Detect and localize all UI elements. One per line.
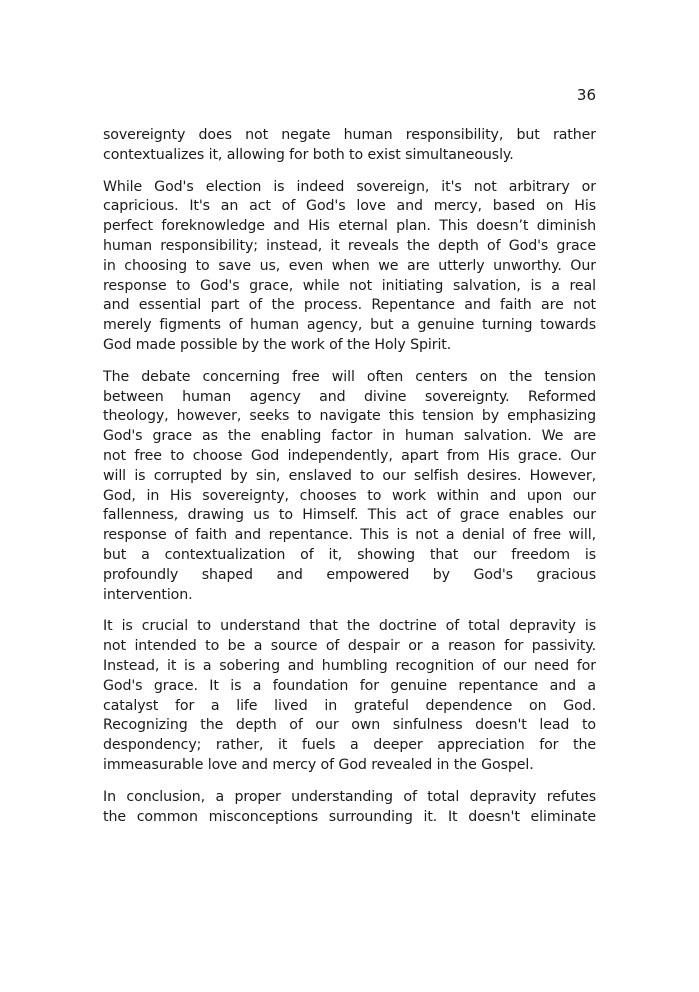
text-line: response to God's grace, while not initiating salvation, is a real xyxy=(103,277,596,294)
paragraph xyxy=(103,126,596,166)
text-line: fallenness, drawing us to Himself. This act of grace enables our xyxy=(103,507,596,524)
text-line: In conclusion, a proper understanding of total depravity refutes xyxy=(103,788,596,805)
text-line: not free to choose God independently, apart from His grace. Our xyxy=(103,447,596,464)
paragraph xyxy=(103,368,596,606)
text-line: God's grace as the enabling factor in human salvation. We are xyxy=(103,428,596,445)
text-line: immeasurable love and mercy of God revealed in the Gospel. xyxy=(103,756,534,773)
page-number: 36 xyxy=(576,86,596,104)
text-line: catalyst for a life lived in grateful dependence on God. xyxy=(103,697,596,714)
text-line: response of faith and repentance. This is not a denial of free will, xyxy=(103,527,596,544)
text-line: profoundly shaped and empowered by God's gracious xyxy=(103,566,596,583)
text-line: It is crucial to understand that the doctrine of total depravity is xyxy=(103,618,596,635)
text-line: will is corrupted by sin, enslaved to our selfish desires. However, xyxy=(103,467,596,484)
text-line: God, in His sovereignty, chooses to work within and upon our xyxy=(103,487,596,504)
text-line: theology, however, seeks to navigate this tension by emphasizing xyxy=(103,408,596,425)
text-line: and essential part of the process. Repentance and faith are not xyxy=(103,297,596,314)
paragraph xyxy=(103,788,596,828)
text-line: While God's election is indeed sovereign, it's not arbitrary or xyxy=(103,178,596,195)
text-line: in choosing to save us, even when we are utterly unworthy. Our xyxy=(103,257,596,274)
text-line: contextualizes it, allowing for both to exist simultaneously. xyxy=(103,146,514,163)
body-text xyxy=(103,126,596,839)
text-line: capricious. It's an act of God's love and mercy, based on His xyxy=(103,198,596,215)
text-line: The debate concerning free will often centers on the tension xyxy=(103,368,596,385)
paragraph xyxy=(103,617,596,775)
text-line: Recognizing the depth of our own sinfulness doesn't lead to xyxy=(103,717,596,734)
text-line: the common misconceptions surrounding it. It doesn't eliminate xyxy=(103,808,596,825)
text-line: not intended to be a source of despair or a reason for passivity. xyxy=(103,638,596,655)
text-line: between human agency and divine sovereignty. Reformed xyxy=(103,388,596,405)
text-line: sovereignty does not negate human responsibility, but rather xyxy=(103,127,596,143)
text-line: human responsibility; instead, it reveals the depth of God's grace xyxy=(103,237,596,254)
text-line: Instead, it is a sobering and humbling recognition of our need for xyxy=(103,657,596,674)
text-line: perfect foreknowledge and His eternal plan. This doesn’t diminish xyxy=(103,218,596,235)
text-line: God's grace. It is a foundation for genuine repentance and a xyxy=(103,677,596,694)
paragraph xyxy=(103,178,596,356)
text-line: God made possible by the work of the Holy Spirit. xyxy=(103,336,452,353)
text-line: merely figments of human agency, but a genuine turning towards xyxy=(103,317,596,334)
text-line: despondency; rather, it fuels a deeper appreciation for the xyxy=(103,737,596,754)
text-line: but a contextualization of it, showing that our freedom is xyxy=(103,546,596,563)
text-line: intervention. xyxy=(103,586,193,603)
